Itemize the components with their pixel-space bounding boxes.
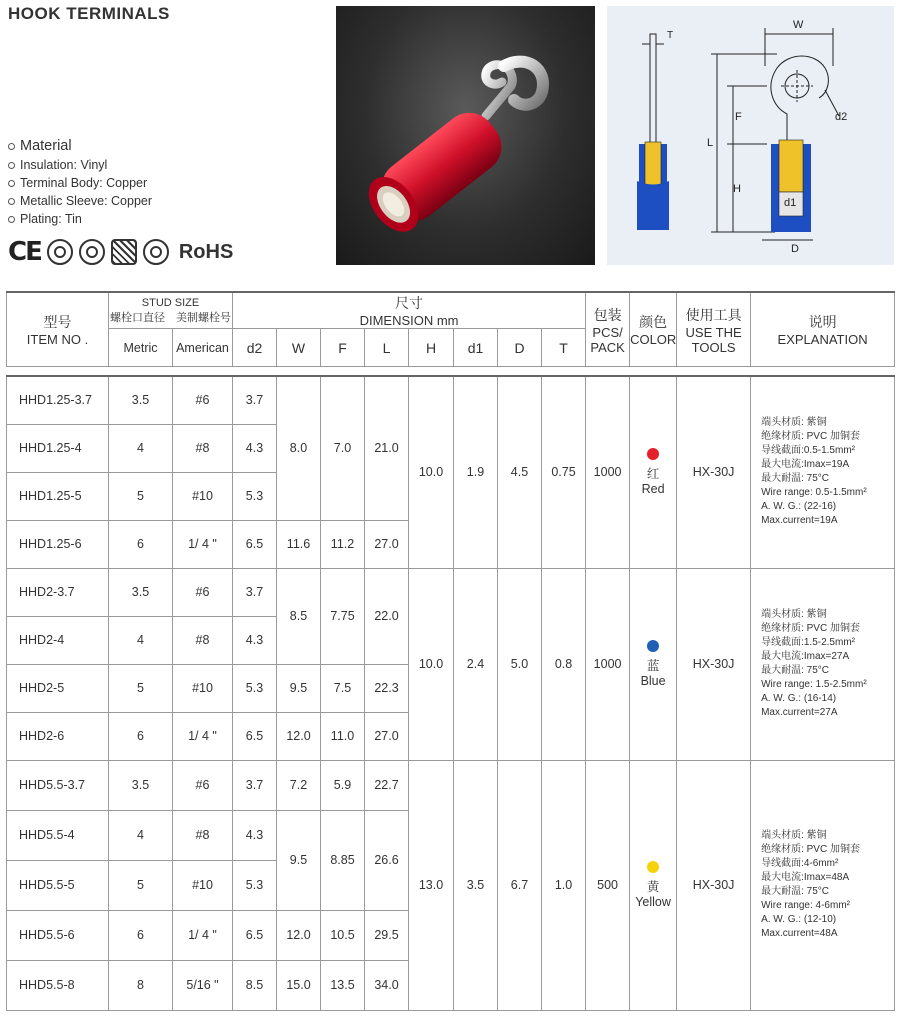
american-header: American xyxy=(173,329,233,367)
d-header: D xyxy=(498,329,542,367)
explanation-header: 说明 EXPLANATION xyxy=(751,292,895,367)
t-header: T xyxy=(542,329,586,367)
table-row: HHD1.25-3.7 3.5 #6 3.7 8.0 7.0 21.0 10.0 1.9 4.5 0.75 1000 红 Red HX-30J 端头材质: 紫铜 绝缘材质: PVC 加铜套 导线截面:0.5-1.5mm² 最大电流:Imax=19A 最大耐温: 75°C Wire range: 0.5-1.5mm² A. W. G.: (22-16) Max.current=19A xyxy=(7,376,895,424)
color-cell: 红 Red xyxy=(630,376,677,568)
d1-header: d1 xyxy=(454,329,498,367)
sgs-seal-icon xyxy=(143,239,169,265)
table-row: HHD5.5-8 8 5/16 " 8.5 15.0 13.5 34.0 xyxy=(7,960,895,1010)
table-row: HHD2-6 6 1/ 4 " 6.5 12.0 11.0 27.0 xyxy=(7,712,895,760)
tools-header: 使用工具 USE THE TOOLS xyxy=(677,292,751,367)
stud-size-header: STUD SIZE 螺栓口直径 美制螺栓号 xyxy=(109,292,233,329)
material-item: Plating: Tin xyxy=(8,210,152,228)
table-row: HHD2-4 4 #8 4.3 xyxy=(7,616,895,664)
table-row: HHD5.5-5 5 #10 5.3 xyxy=(7,860,895,910)
h-header: H xyxy=(409,329,454,367)
ce-mark-icon: CE xyxy=(8,237,41,267)
f-header: F xyxy=(321,329,365,367)
dim-l-label: L xyxy=(707,137,714,149)
item-no-header: 型号 ITEM NO . xyxy=(7,292,109,367)
page-title: HOOK TERMINALS xyxy=(8,4,170,23)
quality-seal-icon xyxy=(79,239,105,265)
l-header: L xyxy=(365,329,409,367)
color-cell: 黄 Yellow xyxy=(630,760,677,1010)
material-list xyxy=(8,136,152,228)
cert-badge-icon xyxy=(111,239,137,265)
bullet-icon xyxy=(8,162,15,169)
spec-table xyxy=(6,291,895,1011)
blue-dot-icon xyxy=(647,640,659,652)
dimension-header: 尺寸 DIMENSION mm xyxy=(233,292,586,329)
bullet-icon xyxy=(8,216,15,223)
dim-h-label: H xyxy=(733,183,741,195)
dim-w-label: W xyxy=(793,19,804,31)
dim-d1-label: d1 xyxy=(784,197,797,209)
table-row: HHD1.25-4 4 #8 4.3 xyxy=(7,424,895,472)
metric-header: Metric xyxy=(109,329,173,367)
pack-header: 包装 PCS/ PACK xyxy=(586,292,630,367)
material-item: Insulation: Vinyl xyxy=(8,156,152,174)
table-row: HHD5.5-6 6 1/ 4 " 6.5 12.0 10.5 29.5 xyxy=(7,910,895,960)
dim-d-label: D xyxy=(791,243,799,255)
w-header: W xyxy=(277,329,321,367)
table-row: HHD5.5-3.7 3.5 #6 3.7 7.2 5.9 22.7 13.0 3.5 6.7 1.0 500 黄 Yellow HX-30J 端头材质: 紫铜 绝缘材质: PVC 加铜套 导线截面:4-6mm² 最大电流:Imax=48A 最大耐温: 75°C Wire range: 4-6mm² A. W. G.: (12-10) Max.current=48A xyxy=(7,760,895,810)
table-row: HHD2-3.7 3.5 #6 3.7 8.5 7.75 22.0 10.0 2.4 5.0 0.8 1000 蓝 Blue HX-30J 端头材质: 紫铜 绝缘材质: PVC 加铜套 导线截面:1.5-2.5mm² 最大电流:Imax=27A 最大耐温: 75°C Wire range: 1.5-2.5mm² A. W. G.: (16-14) Max.current=27A xyxy=(7,568,895,616)
dim-t-label: T xyxy=(667,30,674,41)
bullet-icon xyxy=(8,143,15,150)
rohs-mark: RoHS xyxy=(178,240,234,263)
table-row: HHD2-5 5 #10 5.3 9.5 7.5 22.3 xyxy=(7,664,895,712)
material-heading: Material xyxy=(8,136,152,156)
table-row: HHD5.5-4 4 #8 4.3 9.5 8.85 26.6 xyxy=(7,810,895,860)
explanation-cell: 端头材质: 紫铜 绝缘材质: PVC 加铜套 导线截面:1.5-2.5mm² 最大电流:Imax=27A 最大耐温: 75°C Wire range: 1.5-2.5mm² A. W. G.: (16-14) Max.current=27A xyxy=(751,568,895,760)
d2-header: d2 xyxy=(233,329,277,367)
dim-f-label: F xyxy=(735,111,742,123)
explanation-cell: 端头材质: 紫铜 绝缘材质: PVC 加铜套 导线截面:0.5-1.5mm² 最大电流:Imax=19A 最大耐温: 75°C Wire range: 0.5-1.5mm² A. W. G.: (22-16) Max.current=19A xyxy=(751,376,895,568)
yellow-dot-icon xyxy=(647,861,659,873)
color-header: 颜色 COLOR xyxy=(630,292,677,367)
dim-d2-label: d2 xyxy=(835,111,848,123)
red-dot-icon xyxy=(647,448,659,460)
hook-terminal-drawing-icon xyxy=(607,6,894,265)
table-row: HHD1.25-6 6 1/ 4 " 6.5 11.6 11.2 27.0 xyxy=(7,520,895,568)
certification-logos xyxy=(8,236,233,268)
bullet-icon xyxy=(8,180,15,187)
material-item: Metallic Sleeve: Copper xyxy=(8,192,152,210)
color-cell: 蓝 Blue xyxy=(630,568,677,760)
hook-terminal-photo-icon xyxy=(336,6,595,265)
bullet-icon xyxy=(8,198,15,205)
material-item: Terminal Body: Copper xyxy=(8,174,152,192)
check-seal-icon xyxy=(47,239,73,265)
table-row: HHD1.25-5 5 #10 5.3 xyxy=(7,472,895,520)
technical-drawing xyxy=(607,6,894,265)
explanation-cell: 端头材质: 紫铜 绝缘材质: PVC 加铜套 导线截面:4-6mm² 最大电流:Imax=48A 最大耐温: 75°C Wire range: 4-6mm² A. W. G.: (12-10) Max.current=48A xyxy=(751,760,895,1010)
product-photo xyxy=(336,6,595,265)
